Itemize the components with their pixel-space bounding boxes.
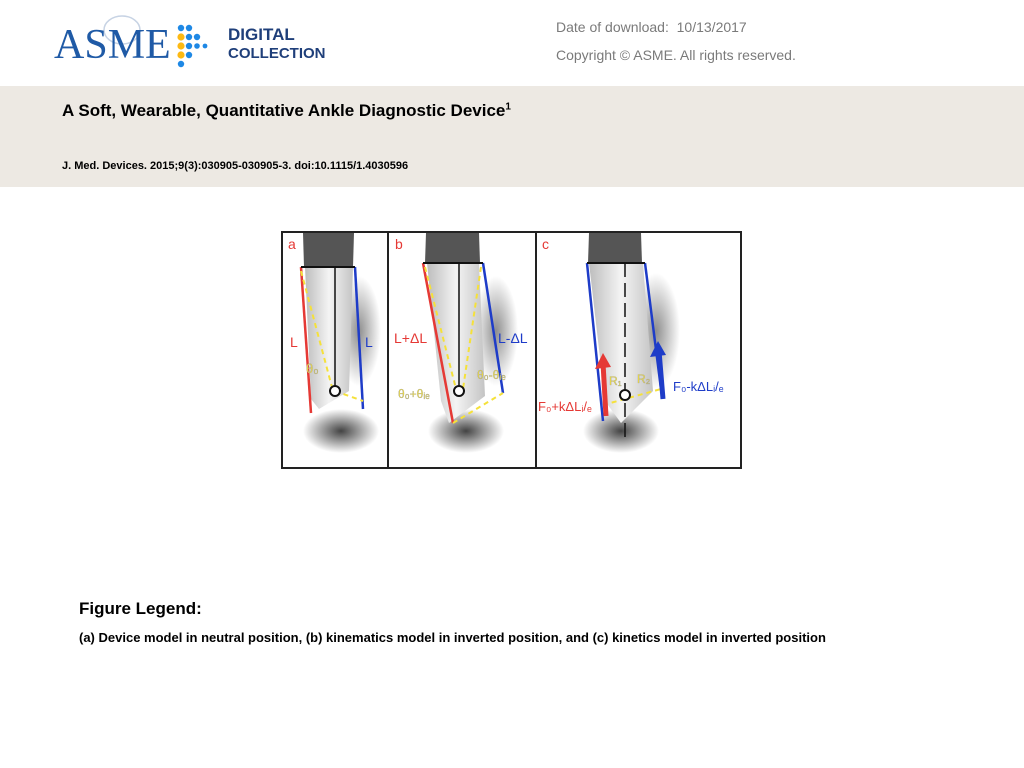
angle-label-left: θ₀+θᵢₑ <box>398 387 430 401</box>
leg-shape <box>305 267 353 409</box>
article-title-text: A Soft, Wearable, Quantitative Ankle Diagnostic Device <box>62 101 506 120</box>
force-label-right: F₀-kΔLᵢ/ₑ <box>673 379 724 394</box>
article-title-footnote: 1 <box>505 101 511 113</box>
figure-legend-text: (a) Device model in neutral position, (b) kinematics model in inverted position, and (c) kinetics model in inverted position <box>79 630 826 645</box>
ankle-joint-icon <box>454 386 464 396</box>
logo-collection-text: COLLECTION <box>228 45 326 62</box>
strap-label-right: L <box>365 334 373 350</box>
logo-digital-text: DIGITAL <box>228 25 295 44</box>
r1-label: R₁ <box>609 374 622 388</box>
page-header <box>0 0 1024 86</box>
shin-cuff <box>588 233 642 263</box>
copyright-text: Copyright © ASME. All rights reserved. <box>556 47 796 63</box>
strap-label-left: L+ΔL <box>394 330 428 346</box>
angle-label: θ₀ <box>306 361 319 376</box>
angle-label-right: θ₀-θᵢₑ <box>477 368 506 382</box>
r2-label: R₂ <box>637 372 651 386</box>
ankle-joint-icon <box>620 390 630 400</box>
strap-label-right: L-ΔL <box>498 330 528 346</box>
asme-digital-collection-logo[interactable] <box>52 8 352 72</box>
ankle-joint-icon <box>330 386 340 396</box>
download-date: 10/13/2017 <box>676 19 747 35</box>
figure-legend-heading: Figure Legend: <box>79 599 202 618</box>
panel-letter: c <box>542 236 549 252</box>
panel-letter: a <box>288 236 296 252</box>
logo-asme-text: ASME <box>54 22 171 68</box>
force-arrow-left <box>603 363 606 416</box>
shin-cuff <box>303 233 354 267</box>
article-title <box>62 101 511 121</box>
shin-cuff <box>425 233 480 263</box>
download-label: Date of download: <box>556 19 669 35</box>
force-label-left: F₀+kΔLᵢ/ₑ <box>538 399 592 414</box>
article-citation[interactable]: J. Med. Devices. 2015;9(3):030905-030905-3. doi:10.1115/1.4030596 <box>62 160 409 172</box>
panel-letter: b <box>395 236 403 252</box>
strap-label-left: L <box>290 334 298 350</box>
dots-icon <box>177 25 207 67</box>
figure-image <box>281 231 742 469</box>
download-date-line <box>556 20 747 34</box>
